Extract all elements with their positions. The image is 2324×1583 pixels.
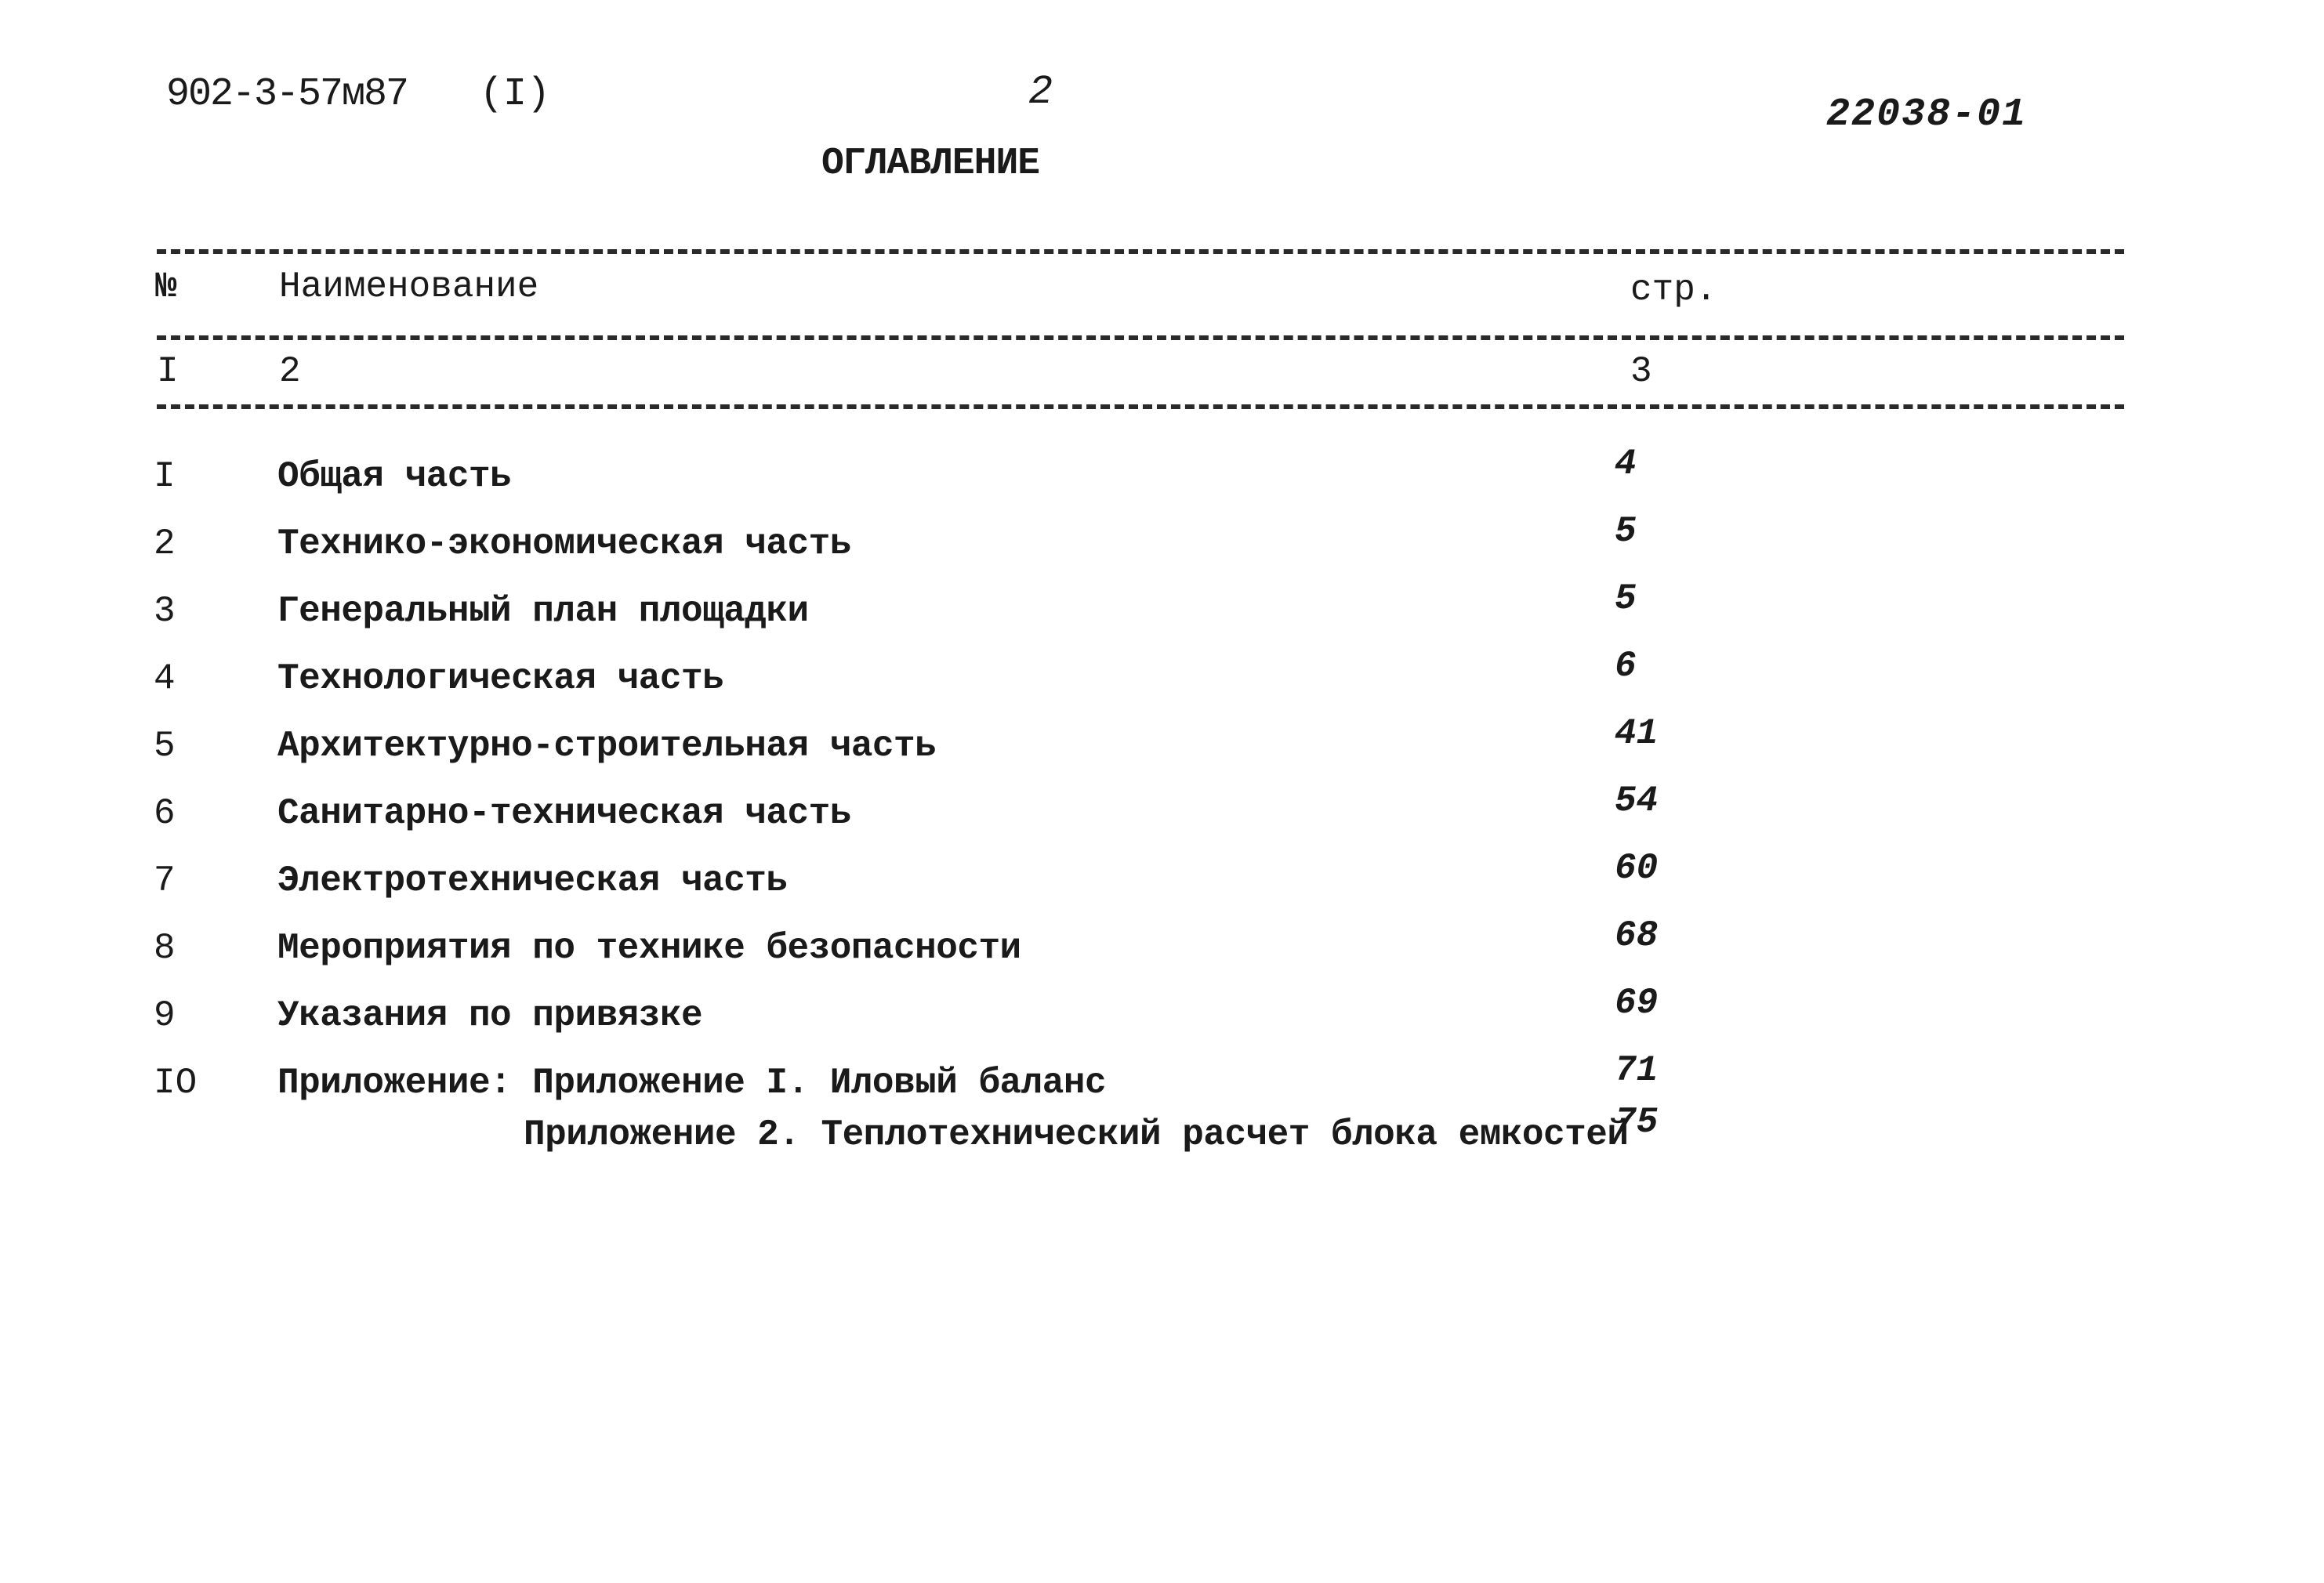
table-top-rule	[157, 249, 2124, 254]
row-title: Санитарно-техническая часть	[277, 793, 851, 834]
row-number: 4	[154, 658, 176, 699]
row-page: 5	[1615, 578, 1637, 619]
row-title: Технологическая часть	[277, 658, 724, 699]
toc-row	[0, 511, 2324, 591]
row-page: 41	[1615, 713, 1659, 754]
row-page: 5	[1615, 511, 1637, 552]
row-page: 4	[1615, 444, 1637, 484]
toc-row	[0, 713, 2324, 793]
row-page: 71	[1615, 1050, 1659, 1091]
header-number: №	[155, 266, 177, 307]
row-number: 8	[154, 928, 176, 969]
row-page: 54	[1615, 781, 1659, 821]
row-title: Электротехническая часть	[277, 860, 788, 901]
toc-subrow	[0, 1102, 2324, 1182]
row-number: 9	[154, 995, 176, 1036]
row-title: Технико-экономическая часть	[277, 523, 851, 564]
row-number: 2	[154, 523, 176, 564]
row-page: 75	[1615, 1102, 1659, 1143]
toc-row	[0, 444, 2324, 523]
column-number-3: 3	[1630, 351, 1652, 392]
document-part: (I)	[480, 72, 551, 117]
row-number: 7	[154, 860, 176, 901]
header-divider-rule	[157, 335, 2124, 340]
document-code: 902-3-57м87	[166, 72, 408, 117]
row-title: Указания по привязке	[277, 995, 703, 1036]
row-number: 3	[154, 591, 176, 632]
row-title: Архитектурно-строительная часть	[277, 726, 937, 766]
toc-row	[0, 646, 2324, 726]
row-page: 69	[1615, 983, 1659, 1023]
page-title: ОГЛАВЛЕНИЕ	[821, 143, 1040, 185]
row-title: Приложение: Приложение I. Иловый баланс	[277, 1063, 1107, 1103]
toc-row	[0, 915, 2324, 995]
toc-row	[0, 578, 2324, 658]
row-page: 60	[1615, 848, 1659, 889]
toc-row	[0, 848, 2324, 928]
row-number: 6	[154, 793, 176, 834]
row-title: Приложение 2. Теплотехнический расчет блока емкостей	[524, 1114, 1629, 1155]
row-number: IO	[154, 1063, 198, 1103]
page-number: 2	[1028, 69, 1053, 115]
row-title: Мероприятия по технике безопасности	[277, 928, 1021, 969]
column-number-1: I	[157, 351, 179, 392]
column-number-2: 2	[279, 351, 301, 392]
row-page: 6	[1615, 646, 1637, 686]
row-title: Общая часть	[277, 456, 512, 497]
row-number: I	[154, 456, 176, 497]
archive-number: 22038-01	[1826, 92, 2028, 137]
toc-row	[0, 781, 2324, 860]
header-page: стр.	[1630, 270, 1717, 310]
toc-row	[0, 983, 2324, 1063]
table-body-rule	[157, 404, 2124, 409]
row-number: 5	[154, 726, 176, 766]
row-page: 68	[1615, 915, 1659, 956]
row-title: Генеральный план площадки	[277, 591, 809, 632]
header-name: Наименование	[279, 266, 539, 307]
